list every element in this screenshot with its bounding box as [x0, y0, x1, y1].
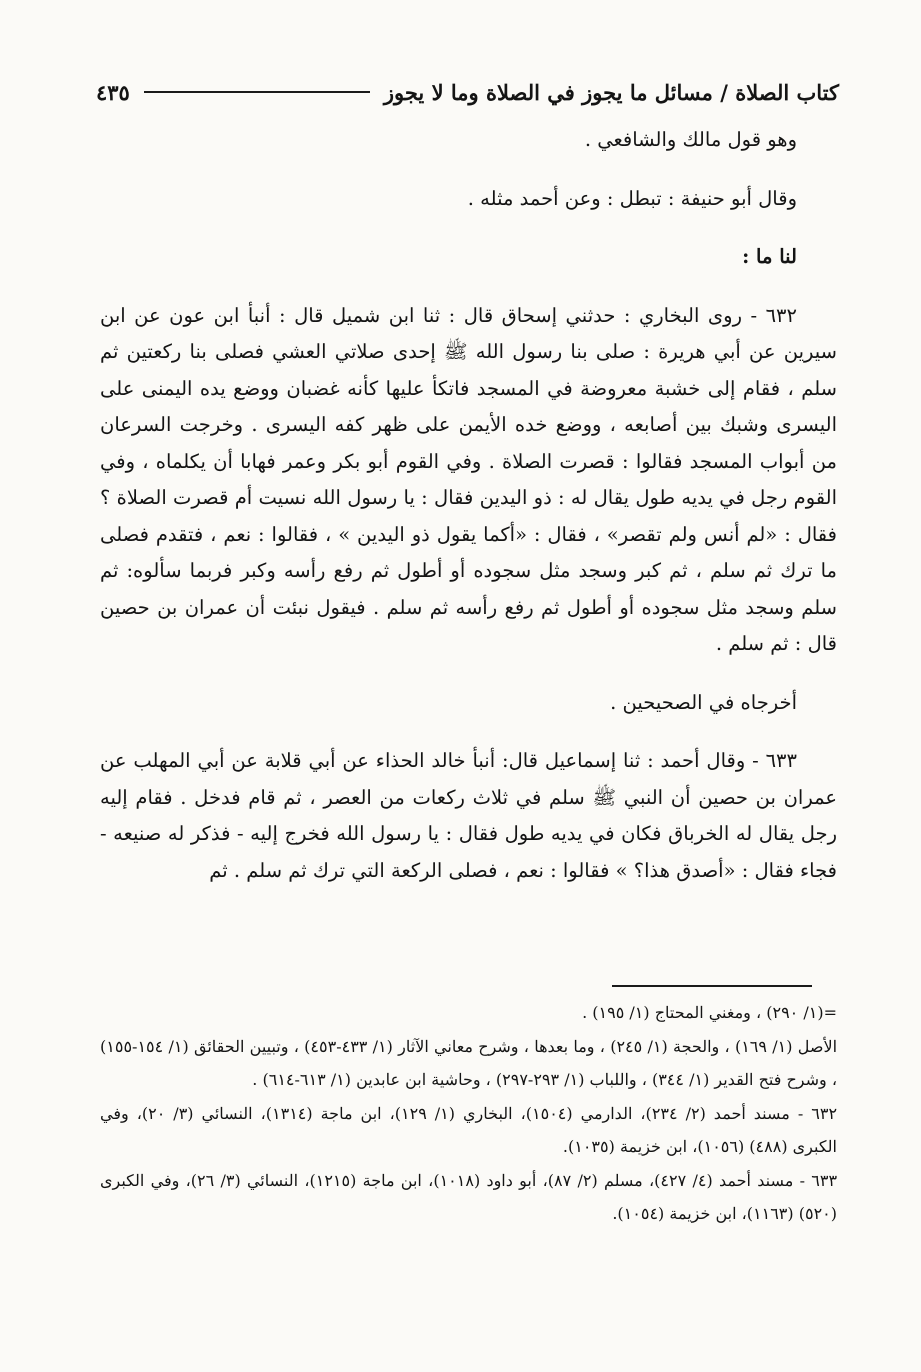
footnote-1: =(١/ ٢٩٠) ، ومغني المحتاج (١/ ١٩٥) .: [582, 1003, 837, 1022]
paragraph-5: أخرجاه في الصحيحين .: [610, 690, 797, 714]
running-header: [96, 72, 839, 112]
paragraph-3: لنا ما :: [742, 245, 797, 268]
hadith-632: ٦٣٢ - روى البخاري : حدثني إسحاق قال : ثنا ابن شميل قال : أنبأ ابن عون عن ابن سيرين عن أبي هريرة : صلى بنا رسول الله ﷺ إحدى صلاتي العشي فصلى بنا ركعتين ثم سلم ، فقام إلى خشبة معروضة في المسجد فاتكأ عليها كأنه غضبان ووضع يده اليمنى على اليسرى وشبك بين أصابعه ، ووضع خده الأيمن على ظهر كفه اليسرى . وخرجت السرعان من أبواب المسجد فقالوا : قصرت الصلاة . وفي القوم أبو بكر وعمر فهابا أن يكلماه ، وفي القوم رجل في يديه طول يقال له : ذو اليدين فقال : يا رسول الله نسيت أم قصرت الصلاة ؟ فقال : «لم أنس ولم تقصر» ، فقال : «أكما يقول ذو اليدين » ، فقالوا : نعم ، فتقدم فصلى ما ترك ثم سلم ، ثم كبر وسجد مثل سجوده أو أطول ثم رفع رأسه وكبر فربما سألوه: ثم سلم وسجد مثل سجوده أو أطول ثم رفع رأسه ثم سلم . فيقول نبئت أن عمران بن حصين قال : ثم سلم .: [100, 303, 837, 655]
main-text: [100, 122, 837, 889]
footnote-3: ٦٣٢ - مسند أحمد (٢/ ٢٣٤)، الدارمي (١٥٠٤)، البخاري (١/ ١٢٩)، ابن ماجة (١٣١٤)، النسائي (٣/ ٢٠)، وفي الكبرى (٤٨٨) (١٠٥٦)، ابن خزيمة (١٠٣٥).: [100, 1103, 838, 1156]
chapter-title: كتاب الصلاة / مسائل ما يجوز في الصلاة وما لا يجوز: [383, 79, 839, 105]
footnotes: [100, 996, 837, 1231]
footnote-2: الأصل (١/ ١٦٩) ، والحجة (١/ ٢٤٥) ، وما بعدها ، وشرح معاني الآثار (١/ ٤٣٣-٤٥٣) ، وتبيين الحقائق (١/ ١٥٤-١٥٥) ، وشرح فتح القدير (١/ ٣٤٤) ، واللباب (١/ ٢٩٣-٢٩٧) ، وحاشية ابن عابدين (١/ ٦١٣-٦١٤) .: [100, 1036, 838, 1089]
page-number: ٤٣٥: [96, 79, 130, 105]
footnote-rule: [612, 985, 812, 987]
hadith-633: ٦٣٣ - وقال أحمد : ثنا إسماعيل قال: أنبأ خالد الحذاء عن أبي قلابة عن أبي المهلب عن عمران بن حصين أن النبي ﷺ سلم في ثلاث ركعات من العصر ، ثم قام فدخل . فقام إليه رجل يقال له الخرباق فكان في يديه طول فقال : يا رسول الله فخرج إليه - فذكر له صنيعه - فجاء فقال : «أصدق هذا؟ » فقالوا : نعم ، فصلى الركعة التي ترك ثم سلم . ثم: [100, 749, 837, 882]
header-rule: [144, 91, 370, 93]
footnote-4: ٦٣٣ - مسند أحمد (٤/ ٤٢٧)، مسلم (٢/ ٨٧)، أبو داود (١٠١٨)، ابن ماجة (١٢١٥)، النسائي (٣/ ٢٦)، وفي الكبرى (٥٢٠) (١١٦٣)، ابن خزيمة (١٠٥٤).: [100, 1170, 838, 1223]
paragraph-1: وهو قول مالك والشافعي .: [584, 128, 797, 151]
paragraph-2: وقال أبو حنيفة : تبطل : وعن أحمد مثله .: [467, 186, 797, 210]
